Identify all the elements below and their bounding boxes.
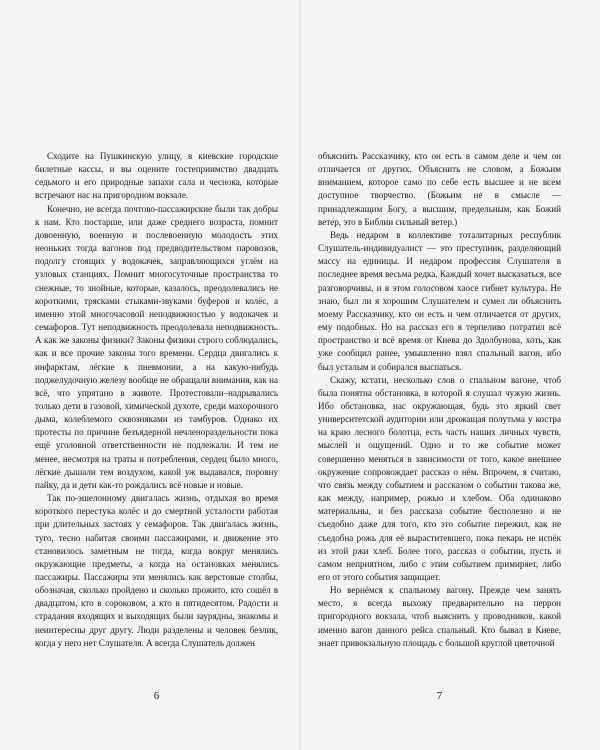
page-gutter — [299, 0, 301, 750]
right-paragraph: Но вернёмся к спальному вагону. Прежде чем занять место, я всегда выхожу предварительно на перрон пригородного вокзала, чтоб выяснить у проводников, какой именно вагон данного рейса спальный. Кто бывал в Киеве, знает привокзальную площадь с большой круглой цветочной — [318, 585, 561, 648]
right-paragraph: объяснить Рассказчику, кто он есть в самом деле и чем он отличается от других. Объяснить не словом, а Божьим вниманием, которое само по себе есть высшее и не всем доступное творчество. (Божьим не в смысле — принадлежащим Богу, а высшим, предельным, как Божий ветер, это в Библии сильный ветер.) — [318, 151, 561, 227]
left-paragraph: Конечно, не всегда почтово-пассажирские были так добры к нам. Кто постарше, или даже среднего возраста, помнит довоенную, военную и послевоенную молодость этих неоньких тогда вагонов под предводительством паровозов, подолгу стоящих у водокачек, заправляющихся углём на узловых станциях. Помнит многосуточные пространства то снежные, то знойные, которые, казалось, преодолевались не короткими, трясками стыками-звуками буферов и колёс, а именно этой многочасовой неподвижностью у водокачек и семафоров. Тут неподвижность преодолевала неподвижность. А как же законы физики? Законы физики строго соблюдались, как и все прочие законы того времени. Сердца двигались к инфарктам, лёгкие к пневмонии, а на какую-нибудь поджелудочную железу вообще не обращали внимания, как на всё, что упрятано в животе. Протестовали–надрывались только дети в газовой, химической духоте, среди махорочного дыма, колеблемого сквозняками из тамбуров. Однако их протесты по причине безъядерной нечленораздельности пока ещё уголовной ответственности не подлежали. И тем не менее, несмотря на траты и потребления, сердец было много, лёгкие дышали тем воздухом, какой уж выдавался, поровну пайку, да и дети как-то рождались всё новые и новые. — [35, 203, 278, 490]
left-paragraph: Сходите на Пушкинскую улицу, в киевские городские билетные кассы, и вы оцените гостеприимство двадцать седьмого и его природные запахи сала и чеснока, которые встречают нас на пригородном вокзале. — [35, 151, 278, 201]
right-paragraph: Ведь недаром в коллективе тоталитарных республик Слушатель-индивидуалист — это преступник, разделяющий массу на единицы. И недаром профессия Слушателя в последнее время весьма редка. Каждый хочет высказаться, все разговорчивы, и в этом голосовом хаосе гибнет культура. Не знаю, был ли я хорошим Слушателем и сумел ли объяснить моему Рассказчику, кто он есть и чем отличается от других, ему подобных. Но на рассказ его я терпеливо потратил всё пространство и всё время от Киева до Здолбунова, хоть, как уже сообщил ранее, умышленно взял спальный вагон, ибо был усталым и собирался выспаться. — [318, 229, 561, 372]
left-page — [35, 150, 278, 710]
left-page-number: 6 — [153, 690, 160, 702]
right-paragraph: Скажу, кстати, несколько слов о спальном вагоне, чтоб была понятна обстановка, в которой я слушал чужую жизнь. Ибо обстановка, нас окружающая, будь это яркий свет университетской аудитории или дрожащая полутьма у костра на краю лесного болотца, есть часть наших личных чувств, мыслей и ощущений. Одно и то же событие может совершенно меняться в зависимости от того, какое внешнее окружение сопровождает рассказ о нём. Впрочем, я считаю, что связь между событием и рассказом о событии такова же, как между, например, рожью и хлебом. Оба одинаково материальны, и без рассказа событие бесполезно и не съедобно даже для того, кто это событие пережил, как не съедобна рожь для её выраститевшего, пока пекарь не испёк из этой ржи хлеб. Более того, рассказ о событии, пусть и самом неприятном, либо с этим событием примиряет, либо его от этого события защищает. — [318, 374, 561, 582]
left-paragraph: Так по-эшелонному двигалась жизнь, отдыхая во время короткого перестука колёс и до смертной усталости работая при длительных застоях у семафоров. Так двигалась жизнь, туго, тесно набитая своими пассажирами, и движение это становилось заметным не тогда, когда вокруг менялись окружающие предметы, а когда на остановках менялись пассажиры. Пассажиры эти менялись как верстовые столбы, обозначая, сколько пройдено и сколько прожито, кто сошёл в двадцатом, кто в сороковом, а кто в пятидесятом. Радости и страдания входящих и выходящих были заурядны, знакомы и неинтересны друг другу. Люди разделены и человек безлик, когда у него нет Слушателя. А всегда Слушатель должен — [35, 493, 278, 648]
right-page-number: 7 — [436, 690, 443, 702]
right-page — [318, 150, 561, 710]
